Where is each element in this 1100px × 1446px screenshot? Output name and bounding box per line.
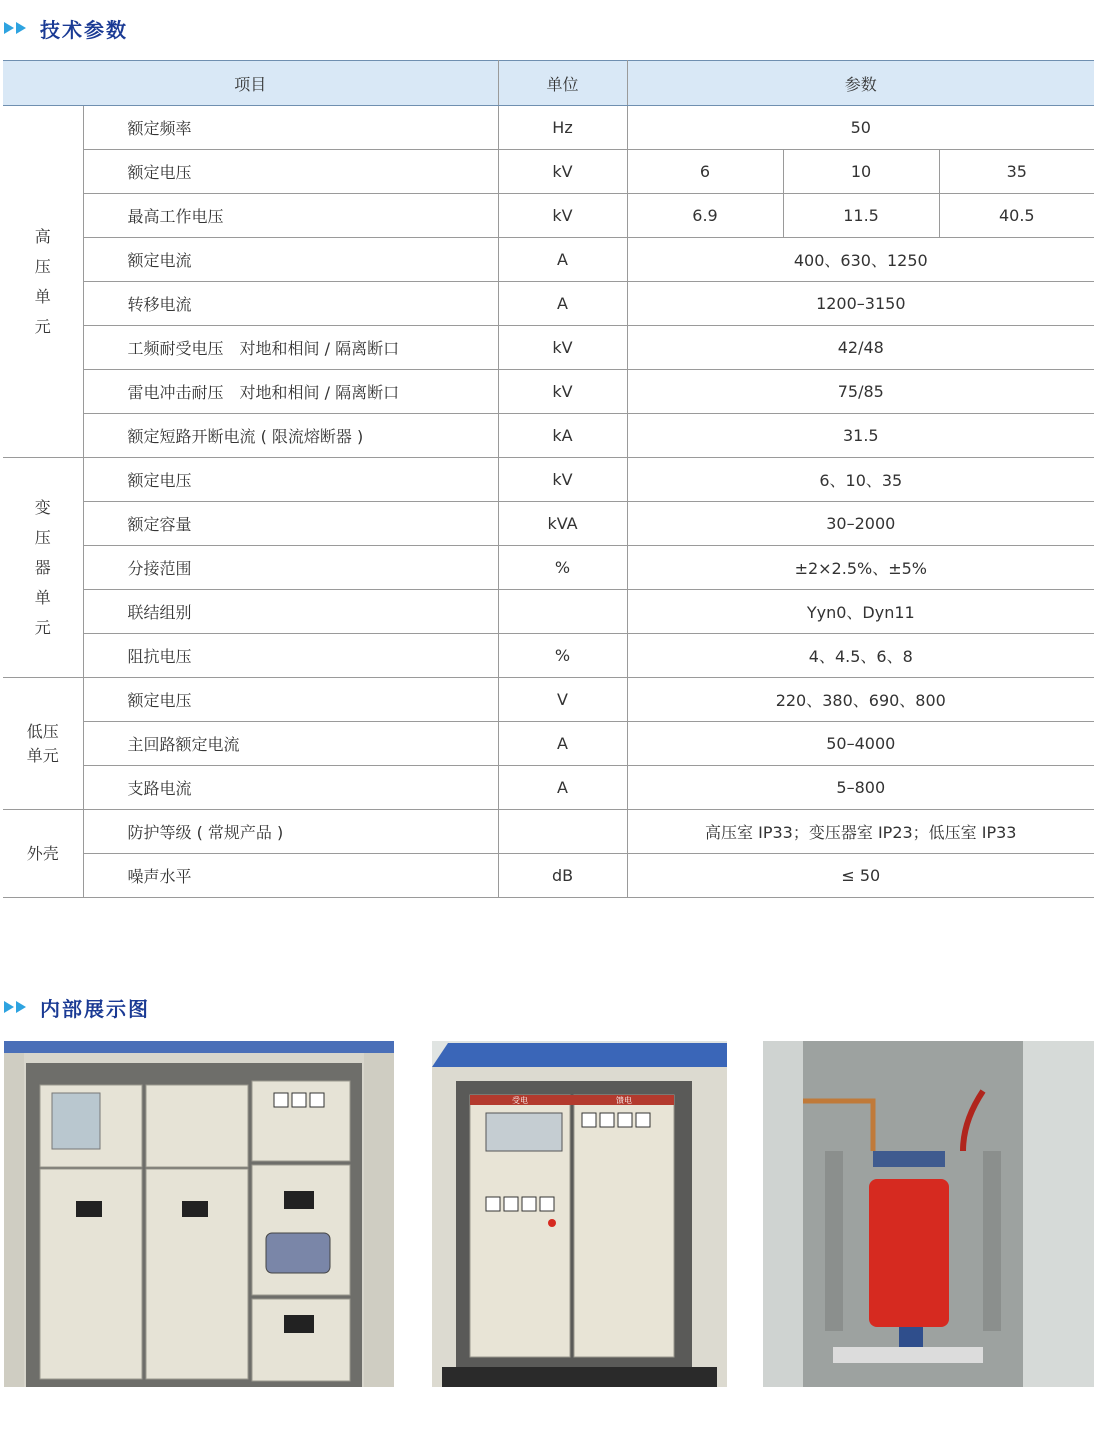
group-enclosure: 外壳 — [3, 810, 83, 898]
group-label-char: 压 — [34, 256, 51, 276]
value-cell: 75/85 — [627, 370, 1094, 414]
value-cell: 42/48 — [627, 326, 1094, 370]
item-cell: 转移电流 — [83, 282, 498, 326]
unit-cell: kV — [498, 370, 627, 414]
value-cell: 高压室 IP33；变压器室 IP23；低压室 IP33 — [627, 810, 1094, 854]
group-label-line: 单元 — [26, 745, 59, 765]
value-cell: Yyn0、Dyn11 — [627, 590, 1094, 634]
photo-distribution-cabinet — [432, 1041, 727, 1387]
value-cell: 4、4.5、6、8 — [627, 634, 1094, 678]
unit-cell: kA — [498, 414, 627, 458]
value-cell: 6.9 — [627, 194, 783, 238]
item-cell: 联结组别 — [83, 590, 498, 634]
table-row — [3, 326, 1094, 370]
section-title-text: 技术参数 — [40, 17, 128, 42]
item-cell: 额定短路开断电流 ( 限流熔断器 ) — [83, 414, 498, 458]
value-cell: 11.5 — [783, 194, 939, 238]
unit-cell: kV — [498, 326, 627, 370]
section-title-text: 内部展示图 — [40, 996, 150, 1021]
photo-switchgear-cabinet — [4, 1041, 394, 1387]
double-arrow-icon — [4, 22, 28, 34]
table-row — [3, 766, 1094, 810]
unit-cell: kVA — [498, 502, 627, 546]
value-cell: 35 — [939, 150, 1094, 194]
unit-cell — [498, 590, 627, 634]
table-row — [3, 810, 1094, 854]
value-cell: 6 — [627, 150, 783, 194]
item-cell: 支路电流 — [83, 766, 498, 810]
group-transformer — [3, 458, 83, 678]
item-cell: 额定电压 — [83, 150, 498, 194]
item-cell: 最高工作电压 — [83, 194, 498, 238]
table-row — [3, 106, 1094, 150]
value-cell: 220、380、690、800 — [627, 678, 1094, 722]
group-label-char: 单 — [34, 286, 51, 306]
group-label-char: 压 — [34, 527, 51, 547]
table-row — [3, 854, 1094, 898]
unit-cell: A — [498, 238, 627, 282]
value-cell: 31.5 — [627, 414, 1094, 458]
table-row — [3, 634, 1094, 678]
value-cell: ±2×2.5%、±5% — [627, 546, 1094, 590]
table-row — [3, 678, 1094, 722]
group-low-voltage — [3, 678, 83, 810]
item-cell: 雷电冲击耐压 对地和相间 / 隔离断口 — [83, 370, 498, 414]
group-high-voltage — [3, 106, 83, 458]
value-cell: 50–4000 — [627, 722, 1094, 766]
item-cell: 阻抗电压 — [83, 634, 498, 678]
unit-cell: kV — [498, 150, 627, 194]
photo-transformer-room — [763, 1041, 1094, 1387]
table-row — [3, 502, 1094, 546]
item-cell: 额定电压 — [83, 458, 498, 502]
value-cell: 10 — [783, 150, 939, 194]
unit-cell: % — [498, 546, 627, 590]
value-cell: 30–2000 — [627, 502, 1094, 546]
section-title-internal — [4, 990, 150, 1024]
value-cell: ≤ 50 — [627, 854, 1094, 898]
table-row — [3, 282, 1094, 326]
item-cell: 额定电流 — [83, 238, 498, 282]
unit-cell: Hz — [498, 106, 627, 150]
table-row — [3, 546, 1094, 590]
value-cell: 50 — [627, 106, 1094, 150]
group-label-char: 元 — [34, 316, 51, 336]
tech-spec-table — [3, 60, 1094, 898]
unit-cell: V — [498, 678, 627, 722]
header-param: 参数 — [627, 61, 1094, 106]
table-row — [3, 238, 1094, 282]
unit-cell: kV — [498, 194, 627, 238]
group-label-char: 变 — [34, 497, 51, 517]
unit-cell: % — [498, 634, 627, 678]
item-cell: 额定电压 — [83, 678, 498, 722]
item-cell: 分接范围 — [83, 546, 498, 590]
table-row — [3, 414, 1094, 458]
value-cell: 1200–3150 — [627, 282, 1094, 326]
table-row — [3, 590, 1094, 634]
item-cell: 额定频率 — [83, 106, 498, 150]
unit-cell: kV — [498, 458, 627, 502]
unit-cell: A — [498, 282, 627, 326]
item-cell: 工频耐受电压 对地和相间 / 隔离断口 — [83, 326, 498, 370]
group-label-char: 单 — [34, 587, 51, 607]
table-row — [3, 150, 1094, 194]
table-row — [3, 458, 1094, 502]
cabinet-label-outgoing: 馈电 — [616, 1096, 632, 1105]
item-cell: 噪声水平 — [83, 854, 498, 898]
value-cell: 40.5 — [939, 194, 1094, 238]
table-row — [3, 194, 1094, 238]
unit-cell — [498, 810, 627, 854]
item-cell: 主回路额定电流 — [83, 722, 498, 766]
unit-cell: dB — [498, 854, 627, 898]
group-label-char: 器 — [34, 557, 51, 577]
unit-cell: A — [498, 766, 627, 810]
group-label-char: 高 — [34, 226, 51, 246]
header-item: 项目 — [3, 61, 498, 106]
value-cell: 400、630、1250 — [627, 238, 1094, 282]
group-label-line: 低压 — [26, 721, 59, 741]
cabinet-label-incoming: 受电 — [512, 1096, 528, 1105]
value-cell: 5–800 — [627, 766, 1094, 810]
table-header-row — [3, 61, 1094, 106]
double-arrow-icon — [4, 1001, 28, 1013]
item-cell: 额定容量 — [83, 502, 498, 546]
section-title-tech — [4, 11, 128, 45]
group-label-char: 元 — [34, 617, 51, 637]
header-unit: 单位 — [498, 61, 627, 106]
item-cell: 防护等级 ( 常规产品 ) — [83, 810, 498, 854]
table-row — [3, 370, 1094, 414]
unit-cell: A — [498, 722, 627, 766]
value-cell: 6、10、35 — [627, 458, 1094, 502]
table-row — [3, 722, 1094, 766]
